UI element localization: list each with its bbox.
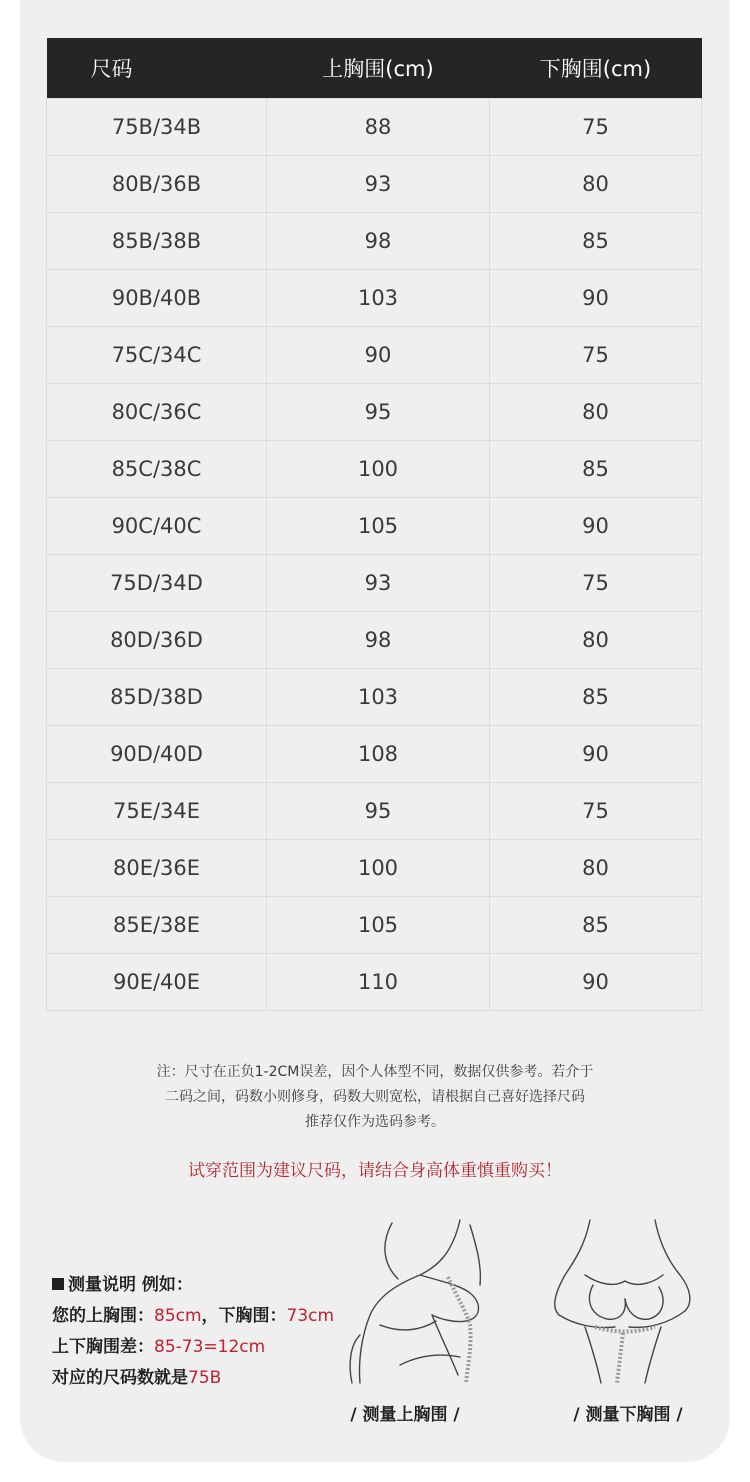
upper-bust-cell: 93 bbox=[267, 155, 490, 212]
size-note bbox=[100, 1060, 650, 1135]
under-bust-cell: 90 bbox=[490, 953, 702, 1010]
size-cell: 75D/34D bbox=[47, 554, 267, 611]
measure-heading-text: 测量说明 例如： bbox=[68, 1275, 193, 1295]
upper-bust-cell: 98 bbox=[267, 212, 490, 269]
table-row bbox=[47, 725, 702, 782]
size-cell: 90E/40E bbox=[47, 953, 267, 1010]
header-upper-bust: 上胸围(cm) bbox=[322, 56, 434, 81]
table-row bbox=[47, 326, 702, 383]
table-row bbox=[47, 611, 702, 668]
size-cell: 85D/38D bbox=[47, 668, 267, 725]
note-line: 注：尺寸在正负1-2CM误差，因个人体型不同，数据仅供参考。若介于 bbox=[156, 1064, 594, 1080]
table-row bbox=[47, 668, 702, 725]
size-cell: 85B/38B bbox=[47, 212, 267, 269]
under-bust-cell: 80 bbox=[490, 383, 702, 440]
table-row bbox=[47, 839, 702, 896]
under-bust-cell: 80 bbox=[490, 611, 702, 668]
under-bust-cell: 85 bbox=[490, 212, 702, 269]
under-bust-cell: 90 bbox=[490, 497, 702, 554]
measure-heading bbox=[52, 1270, 372, 1301]
upper-bust-cell: 105 bbox=[267, 497, 490, 554]
size-cell: 80B/36B bbox=[47, 155, 267, 212]
under-bust-cell: 80 bbox=[490, 155, 702, 212]
fit-warning: 试穿范围为建议尺码，请结合身高体重慎重购买！ bbox=[188, 1161, 562, 1181]
value-result: 75B bbox=[188, 1368, 222, 1388]
upper-bust-cell: 103 bbox=[267, 668, 490, 725]
square-bullet-icon bbox=[52, 1278, 64, 1290]
under-bust-cell: 75 bbox=[490, 554, 702, 611]
upper-bust-cell: 105 bbox=[267, 896, 490, 953]
note-line: 二码之间，码数小则修身，码数大则宽松，请根据自己喜好选择尺码 bbox=[165, 1089, 585, 1105]
upper-bust-cell: 110 bbox=[267, 953, 490, 1010]
upper-bust-cell: 100 bbox=[267, 839, 490, 896]
size-cell: 75E/34E bbox=[47, 782, 267, 839]
size-table bbox=[46, 38, 702, 1011]
size-cell: 80E/36E bbox=[47, 839, 267, 896]
header-under-bust: 下胸围(cm) bbox=[539, 56, 652, 81]
label-lower: ，下胸围： bbox=[201, 1306, 287, 1326]
value-diff: 85-73=12cm bbox=[154, 1337, 266, 1357]
upper-bust-cell: 98 bbox=[267, 611, 490, 668]
label-diff: 上下胸围差： bbox=[52, 1337, 154, 1357]
table-row bbox=[47, 98, 702, 155]
table-row bbox=[47, 155, 702, 212]
size-cell: 90D/40D bbox=[47, 725, 267, 782]
size-cell: 75B/34B bbox=[47, 98, 267, 155]
measurement-guide bbox=[52, 1270, 372, 1394]
under-bust-cell: 85 bbox=[490, 668, 702, 725]
measure-diff-line bbox=[52, 1332, 372, 1363]
upper-bust-illustration bbox=[340, 1215, 500, 1385]
table-row bbox=[47, 440, 702, 497]
under-bust-cell: 75 bbox=[490, 782, 702, 839]
table-row bbox=[47, 953, 702, 1010]
under-bust-illustration bbox=[545, 1215, 705, 1385]
size-cell: 90C/40C bbox=[47, 497, 267, 554]
size-cell: 85E/38E bbox=[47, 896, 267, 953]
size-cell: 80D/36D bbox=[47, 611, 267, 668]
upper-bust-cell: 108 bbox=[267, 725, 490, 782]
under-bust-cell: 75 bbox=[490, 326, 702, 383]
under-bust-cell: 85 bbox=[490, 440, 702, 497]
table-row bbox=[47, 554, 702, 611]
label-upper: 您的上胸围： bbox=[52, 1306, 154, 1326]
table-row bbox=[47, 212, 702, 269]
table-header-row bbox=[47, 38, 702, 98]
table-row bbox=[47, 782, 702, 839]
upper-bust-cell: 103 bbox=[267, 269, 490, 326]
under-bust-cell: 90 bbox=[490, 269, 702, 326]
under-bust-cell: 85 bbox=[490, 896, 702, 953]
upper-bust-caption: / 测量上胸围 / bbox=[350, 1405, 460, 1425]
size-cell: 75C/34C bbox=[47, 326, 267, 383]
size-cell: 90B/40B bbox=[47, 269, 267, 326]
size-cell: 85C/38C bbox=[47, 440, 267, 497]
table-row bbox=[47, 383, 702, 440]
size-cell: 80C/36C bbox=[47, 383, 267, 440]
under-bust-cell: 90 bbox=[490, 725, 702, 782]
value-lower: 73cm bbox=[286, 1306, 335, 1326]
under-bust-cell: 80 bbox=[490, 839, 702, 896]
value-upper: 85cm bbox=[154, 1306, 202, 1326]
upper-bust-cell: 95 bbox=[267, 782, 490, 839]
upper-bust-cell: 88 bbox=[267, 98, 490, 155]
table-row bbox=[47, 896, 702, 953]
upper-bust-cell: 100 bbox=[267, 440, 490, 497]
header-size: 尺码 bbox=[90, 56, 133, 81]
measure-result-line bbox=[52, 1363, 372, 1394]
upper-bust-cell: 90 bbox=[267, 326, 490, 383]
note-line: 推荐仅作为选码参考。 bbox=[305, 1114, 445, 1130]
upper-bust-cell: 93 bbox=[267, 554, 490, 611]
table-row bbox=[47, 497, 702, 554]
under-bust-caption: / 测量下胸围 / bbox=[573, 1405, 683, 1425]
measure-example-line bbox=[52, 1301, 372, 1332]
upper-bust-cell: 95 bbox=[267, 383, 490, 440]
under-bust-cell: 75 bbox=[490, 98, 702, 155]
label-result: 对应的尺码数就是 bbox=[52, 1368, 188, 1388]
table-row bbox=[47, 269, 702, 326]
